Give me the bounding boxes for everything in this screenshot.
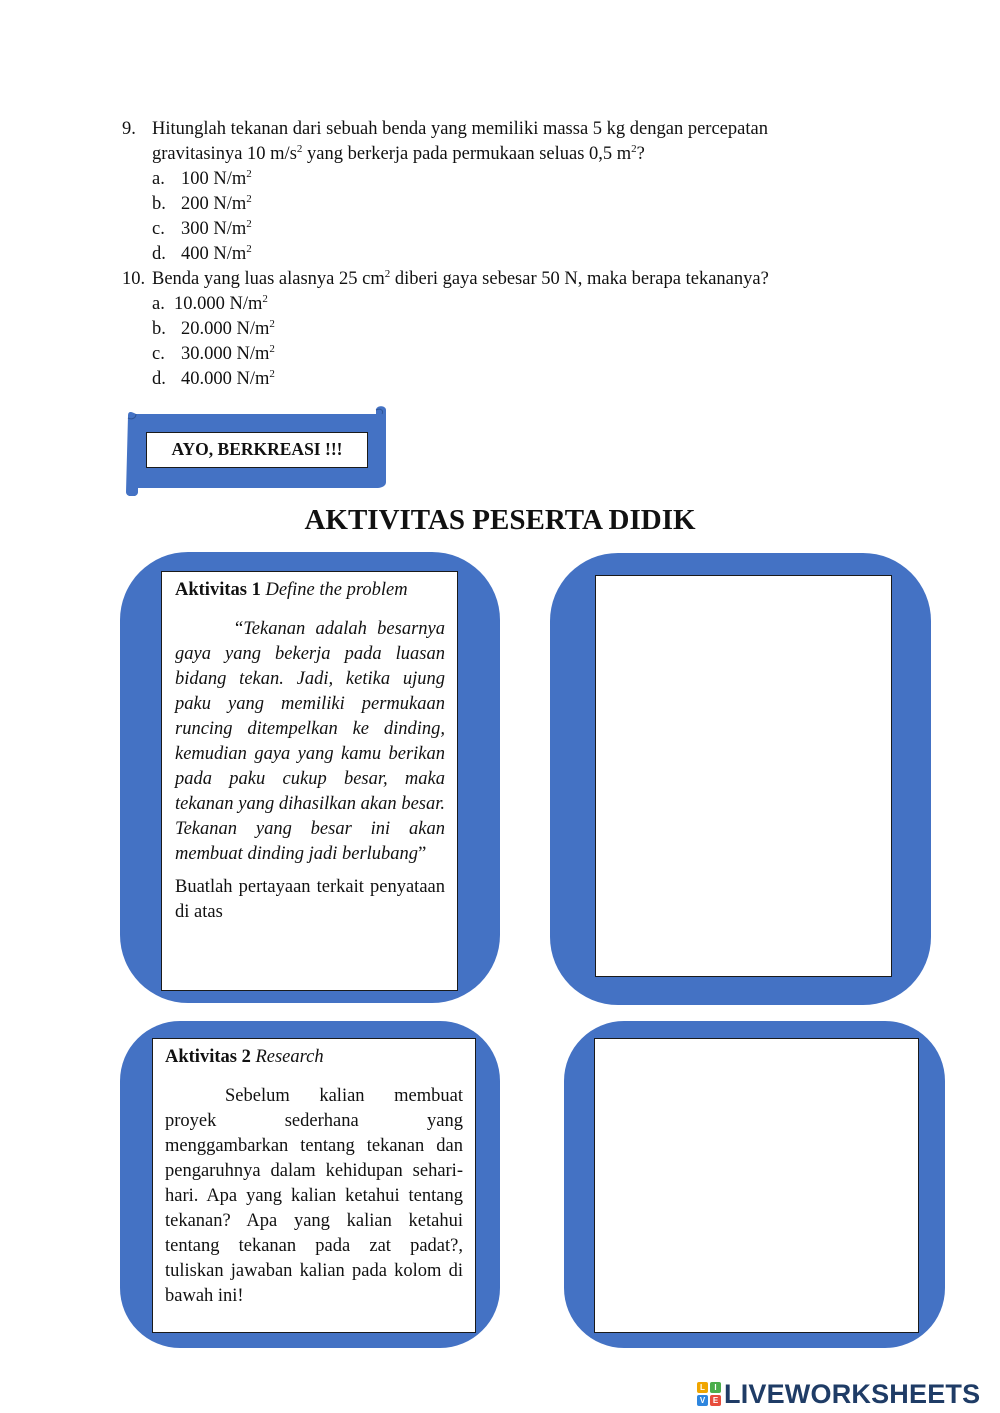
question-text-cont: yang berkerja pada permukaan seluas 0,5 m <box>302 144 632 164</box>
logo-mark <box>697 1382 721 1406</box>
option-a[interactable] <box>122 167 768 192</box>
option-letter: d. <box>152 369 166 389</box>
superscript: 2 <box>262 293 268 305</box>
question-text-end: ? <box>636 144 645 164</box>
option-letter: c. <box>152 219 165 239</box>
option-value: 40.000 N/m <box>181 369 270 389</box>
option-c[interactable] <box>122 217 768 242</box>
superscript: 2 <box>246 168 252 180</box>
superscript: 2 <box>269 368 275 380</box>
option-value: 200 N/m <box>181 194 247 214</box>
question-number: 9. <box>122 119 136 139</box>
logo-tile-l: L <box>697 1382 708 1393</box>
superscript: 2 <box>246 243 252 255</box>
liveworksheets-logo <box>697 1377 980 1411</box>
question-text-cont: gravitasinya 10 m/s <box>152 144 297 164</box>
option-letter: b. <box>152 319 166 339</box>
logo-tile-i: I <box>710 1382 721 1393</box>
option-letter: c. <box>152 344 165 364</box>
page-title: AKTIVITAS PESERTA DIDIK <box>304 504 696 536</box>
question-text: Benda yang luas alasnya 25 cm <box>152 269 385 289</box>
option-d[interactable] <box>122 242 768 267</box>
activity-1-quote: “Tekanan adalah besarnya gaya yang bekerja pada luasan bidang tekan. Jadi, ketika ujung paku yang memiliki permukaan runcing ditempelkan ke dinding, kemudian gaya yang kamu berikan pada paku cukup besar, maka tekanan yang dihasilkan akan besar. Tekanan yang besar ini akan membuat dinding jadi berlubang” <box>175 619 445 864</box>
option-value: 300 N/m <box>181 219 247 239</box>
option-c[interactable] <box>122 342 769 367</box>
superscript: 2 <box>631 143 637 155</box>
superscript: 2 <box>246 218 252 230</box>
logo-tile-v: V <box>697 1395 708 1406</box>
question-text: Hitunglah tekanan dari sebuah benda yang memiliki massa 5 kg dengan percepatan <box>152 119 768 139</box>
superscript: 2 <box>384 268 391 280</box>
banner-label: AYO, BERKREASI !!! <box>146 432 368 468</box>
superscript: 2 <box>269 343 275 355</box>
activity-1-box <box>161 571 458 991</box>
answer-2-box[interactable] <box>594 1038 919 1333</box>
superscript: 2 <box>296 143 303 155</box>
option-letter: b. <box>152 194 166 214</box>
activity-2-body: Sebelum kalian membuat proyek sederhana yang menggambarkan tentang tekanan dan pengaruhnya dalam kehidupan sehari-hari. Apa yang kalian ketahui tentang tekanan? Apa yang kalian ketahui tentang tekanan pada zat padat?, tuliskan jawaban kalian pada kolom di bawah ini! <box>165 1086 463 1306</box>
option-value: 400 N/m <box>181 244 247 264</box>
option-b[interactable] <box>122 317 769 342</box>
option-value: 20.000 N/m <box>181 319 270 339</box>
activity-1-instruction: Buatlah pertayaan terkait penyataan di atas <box>175 877 445 922</box>
question-number: 10. <box>122 269 146 289</box>
option-value: 100 N/m <box>181 169 247 189</box>
option-value: 10.000 N/m <box>174 294 263 314</box>
activity-2-title: Aktivitas 2 Research <box>165 1047 324 1067</box>
question-10 <box>122 267 769 392</box>
superscript: 2 <box>246 193 252 205</box>
superscript: 2 <box>269 318 275 330</box>
activity-1-title: Aktivitas 1 Define the problem <box>175 580 408 600</box>
option-letter: a. <box>152 169 165 189</box>
option-value: 30.000 N/m <box>181 344 270 364</box>
answer-1-box[interactable] <box>595 575 892 977</box>
option-b[interactable] <box>122 192 768 217</box>
option-letter: a. <box>152 294 165 314</box>
activity-2-box <box>152 1038 476 1333</box>
option-a[interactable] <box>122 292 769 317</box>
option-letter: d. <box>152 244 166 264</box>
logo-tile-e: E <box>710 1395 721 1406</box>
logo-text: LIVEWORKSHEETS <box>724 1378 981 1409</box>
question-9 <box>122 117 768 267</box>
option-d[interactable] <box>122 367 769 392</box>
question-text-cont: diberi gaya sebesar 50 N, maka berapa tekananya? <box>390 269 769 289</box>
